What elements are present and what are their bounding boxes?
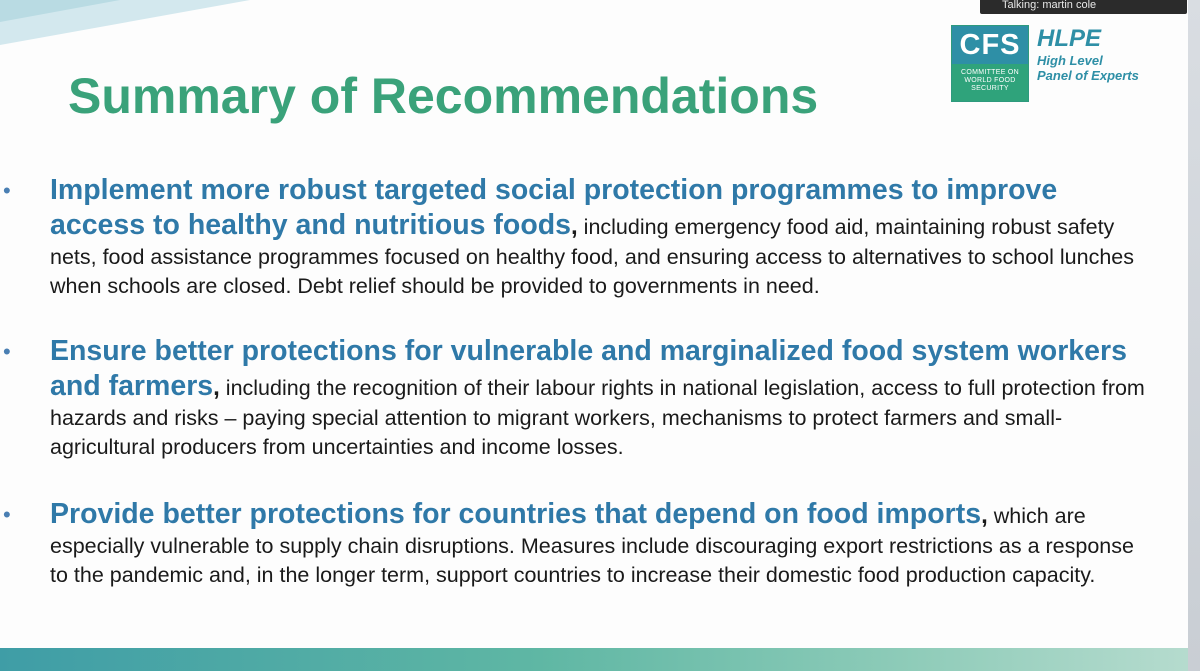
recommendation-details: including emergency food aid, maintaining robust safety nets, food assistance programmes focused on healthy food, and ensuring access to alternatives to school lunches when schools are closed. Debt relief should be provided to governments in need. — [50, 215, 1134, 298]
hlpe-acronym: HLPE — [1037, 25, 1102, 52]
footer-gradient-bar — [0, 648, 1200, 671]
talking-text: Talking: martin cole — [1002, 0, 1097, 11]
talking-indicator — [980, 0, 1187, 14]
bullet-marker: • — [3, 178, 11, 203]
cfs-logo-acronym: CFS — [952, 26, 1028, 64]
recommendation-comma: , — [981, 502, 988, 529]
recommendation-heading: Provide better protections for countries that depend on food imports — [50, 498, 982, 530]
cfs-logo-committee — [952, 64, 1028, 101]
slide-title: Summary of Recommendations — [68, 68, 819, 124]
recommendation-comma: , — [571, 213, 578, 240]
hlpe-subtitle-line-2: Panel of Experts — [1037, 68, 1139, 83]
corner-decoration — [0, 0, 360, 50]
recommendation-details: including the recognition of their labour rights in national legislation, access to full protection from hazards and risks – paying special attention to migrant workers, mechanisms to protect farmers and small-agricultural producers from uncertainties and income losses. — [50, 376, 1145, 459]
recommendation-heading: Ensure better protections for vulnerable and marginalized food system workers and farmers — [50, 335, 1127, 402]
recommendation-text — [50, 173, 1150, 301]
committee-line-3: SECURITY — [971, 85, 1009, 92]
recommendation-text — [50, 334, 1150, 462]
window-edge — [1188, 0, 1200, 671]
cfs-hlpe-logo — [951, 25, 1139, 103]
committee-line-1: COMMITTEE ON — [960, 69, 1020, 76]
recommendation-comma: , — [213, 374, 220, 401]
recommendation-text — [50, 497, 1150, 590]
cfs-logo-box — [951, 25, 1029, 102]
recommendation-details: which are especially vulnerable to supply chain disruptions. Measures include discouraging export restrictions as a response to the pandemic and, in the longer term, support countries to increase their domestic food production capacity. — [50, 504, 1134, 587]
recommendation-heading: Implement more robust targeted social protection programmes to improve access to healthy and nutritious foods — [50, 174, 1058, 241]
hlpe-subtitle-line-1: High Level — [1037, 53, 1103, 68]
committee-line-2: WORLD FOOD — [964, 77, 1016, 84]
hlpe-logo-text — [1037, 25, 1139, 83]
bullet-marker: • — [3, 339, 11, 364]
bullet-marker: • — [3, 502, 11, 527]
